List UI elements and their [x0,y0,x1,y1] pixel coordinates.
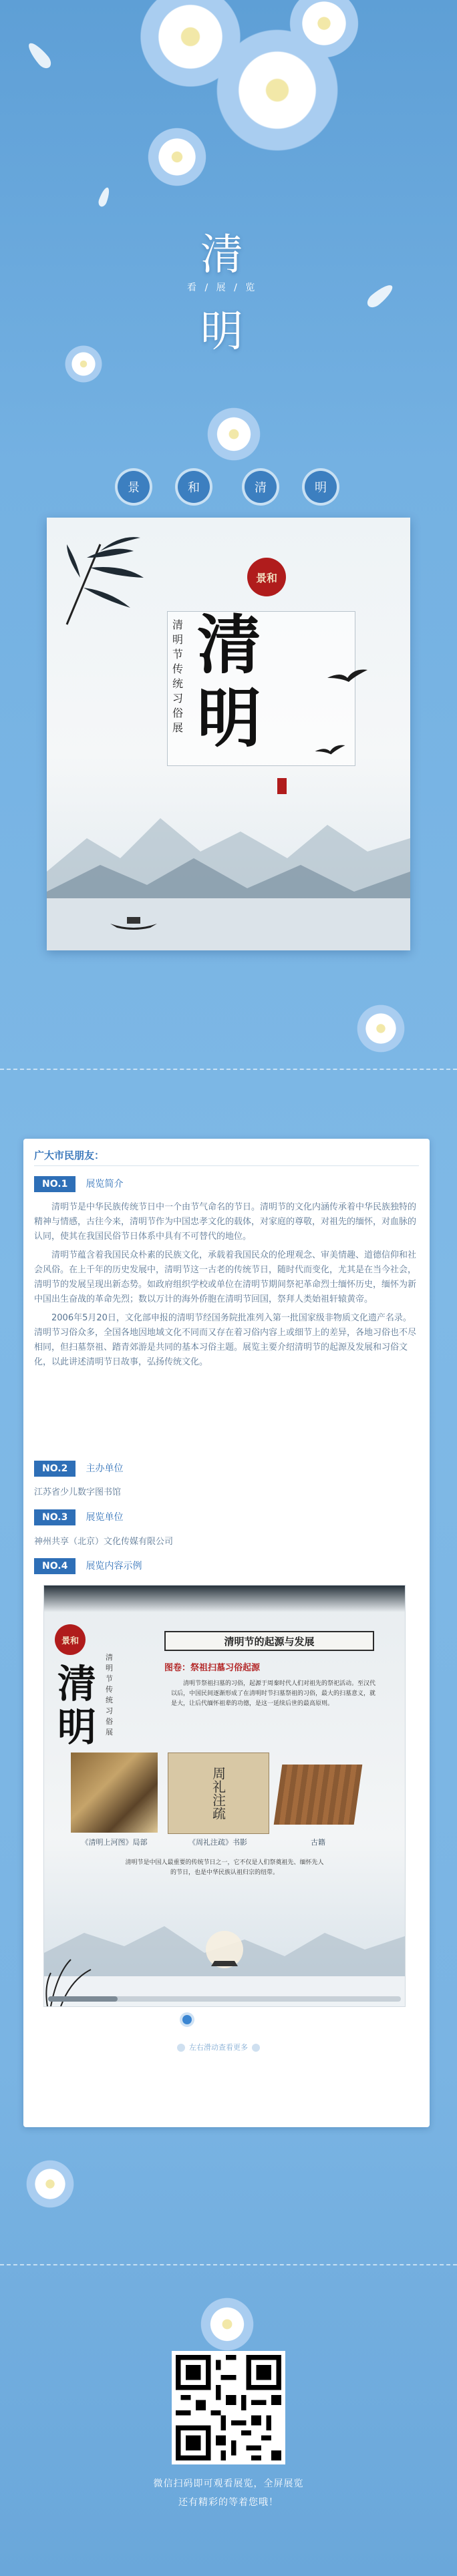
preview-seal: 景和 [55,1624,86,1655]
swallow-icon [314,741,346,761]
poster-red-mark [277,778,287,794]
footer-line-1: 微信扫码即可观看展览，全屏展览 [153,2478,304,2489]
poster-title-char-2: 明 [197,681,261,756]
nav-circle-he: 和 [178,471,210,503]
page-title-char-1: 清 [200,230,245,280]
chrysanthemum-icon [20,2154,80,2214]
page-title-char-2: 明 [200,307,245,357]
chrysanthemum-icon [194,2291,261,2358]
section-1-body [34,1200,419,1374]
qr-code [172,2351,285,2464]
petal-icon [25,40,53,71]
section-title: 展览单位 [86,1512,124,1523]
petal-icon [97,186,112,208]
poster-seal: 景和 [247,558,286,596]
swallow-icon [327,665,367,691]
boat-icon [107,912,160,932]
exhibitor-name: 神州共享（北京）文化传媒有限公司 [34,1537,174,1547]
section-tag: NO.1 [34,1176,75,1192]
qr-code-icon [176,2355,281,2460]
section-3-header [34,1509,123,1525]
exhibition-preview[interactable] [43,1585,406,2007]
nav-circle-ming: 明 [305,471,337,503]
intro-paragraph-2: 清明节蕴含着我国民众朴素的民族文化，承载着我国民众的伦理观念、审美情趣、道德信仰和社会风俗。在上千年的历史发展中，清明节这一古老的传统节日，随时代而变化，尤其是在当今社会，清明节的发展呈现出新态势。如政府组织学校或单位在清明节期间祭祀革命烈士缅怀历史，缅怀为新中国出生奋战的革命先烈；数以万计的海外侨胞在清明节回国，祭拜人类始祖轩辕黄帝。 [34,1250,417,1304]
article-card [23,1139,430,2127]
preview-book-caption-3: 古籍 [311,1838,325,1847]
footer-line-2: 还有精彩的等着您哦！ [178,2497,279,2508]
preview-scrolls [274,1765,363,1825]
preview-painting [71,1753,158,1833]
section-title: 展览简介 [86,1179,124,1189]
divider [0,1069,457,1070]
nav-circle-qing: 清 [245,471,277,503]
section-4-header [34,1558,142,1574]
poster-title-char-1: 清 [197,607,261,683]
section-2-header [34,1461,123,1477]
article-greeting: 广大市民朋友： [34,1149,105,1161]
poster [47,518,410,950]
preview-top-ink [44,1586,405,1612]
preview-subhead: 图卷：祭祖扫墓习俗起源 [164,1663,261,1673]
section-title: 主办单位 [86,1463,124,1474]
preview-banner [164,1631,374,1651]
preview-vertical-caption: 清明节传统习俗展 [106,1653,113,1736]
section-1-header [34,1176,123,1192]
preview-title-char-1: 清 [57,1661,97,1706]
poster-vertical-caption: 清明节传统习俗展 [172,618,184,734]
preview-book [168,1753,269,1834]
section-tag: NO.2 [34,1461,75,1477]
preview-book-caption-2: 《周礼注疏》书影 [188,1838,247,1847]
section-tag: NO.4 [34,1558,75,1574]
chrysanthemum-icon [140,120,214,194]
preview-book-caption-1: 《清明上河图》局部 [81,1838,148,1847]
preview-book-title: 周礼注疏 [210,1767,226,1820]
intro-paragraph-1: 清明节是中华民族传统节日中一个由节气命名的节日。清明节的文化内涵传承着中华民族独特的精神与情感，古往今来，清明节作为中国忠孝文化的载体，对家庭的尊敬，对祖先的缅怀，对血脉的认同，使其在我国民俗节日体系中具有不可替代的地位。 [34,1202,417,1242]
chrysanthemum-icon [200,401,267,468]
preview-body: 清明节祭祖扫墓的习俗，起源于周秦时代人们对祖先的祭祀活动。至汉代以后，中国民间逐渐形成了在清明时节扫墓祭祖的习俗，最大的扫墓意义，就是大，让后代缅怀祖辈的功德，是这一延续后世的最高原则。 [171,1680,376,1707]
petal-icon [365,281,396,310]
section-title: 展览内容示例 [86,1561,142,1572]
intro-paragraph-3: 2006年5月20日，文化部申报的清明节经国务院批准列入第一批国家级非物质文化遗产名录。清明节习俗众多，全国各地因地域文化不同而又存在着习俗内容上或细节上的差异，各地习俗也不尽相同，但扫墓祭祖、踏青郊游是共同的基本习俗主题。展览主要介绍清明节的起源及发展和习俗文化，以此讲述清明节日故事，弘扬传统文化。 [34,1313,417,1367]
chrysanthemum-icon [60,341,107,387]
preview-scrollbar-track[interactable] [48,1996,401,2002]
divider [0,2264,457,2265]
section-tag: NO.3 [34,1509,75,1525]
chrysanthemum-icon [351,998,411,1059]
preview-banner-text: 清明节的起源与发展 [224,1635,315,1648]
preview-scrollbar-thumb[interactable] [48,1996,118,2002]
nav-circle-jing: 景 [118,471,150,503]
swipe-hint [177,2042,260,2052]
greeting-underline [34,1165,419,1166]
mountain-landscape [47,778,410,950]
pager-dot[interactable] [182,2015,192,2024]
swipe-right-icon [252,2044,260,2052]
swipe-left-icon [177,2044,185,2052]
organizer-name: 江苏省少儿数字图书馆 [34,1487,122,1497]
swipe-hint-text: 左右滑动查看更多 [189,2043,248,2052]
preview-quote: 清明节是中国人最重要的传统节日之一，它不仅是人们祭奠祖先、缅怀先人的节日，也是中华民族认祖归宗的纽带。 [125,1859,324,1876]
page-subtitle: 看 / 展 / 览 [187,283,258,293]
preview-title-char-2: 明 [57,1704,97,1750]
